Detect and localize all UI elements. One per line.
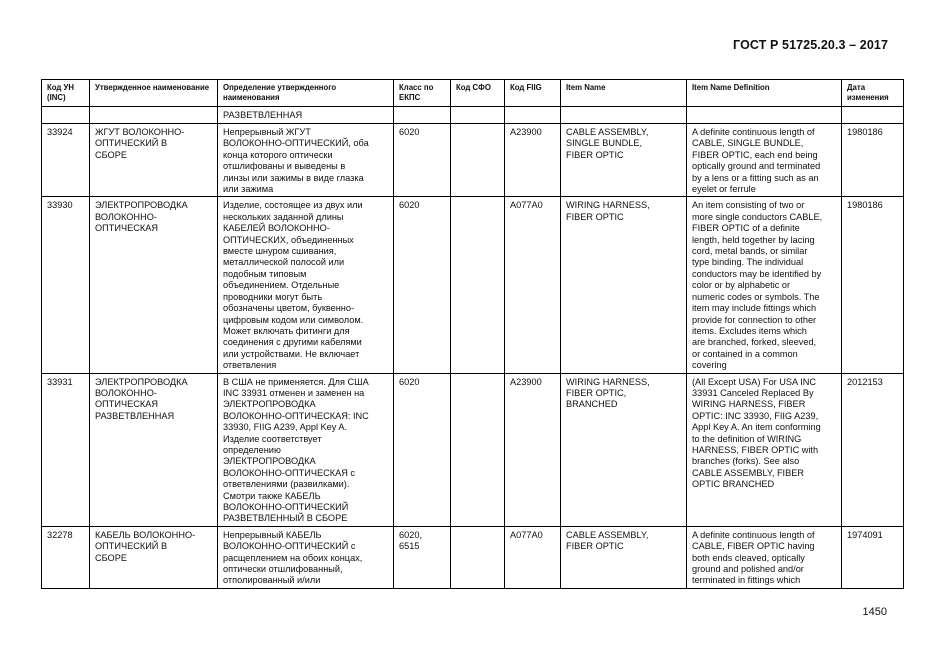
continuation-text: РАЗВЕТВЛЕННАЯ [218, 107, 394, 124]
cell-fiig-code: A23900 [505, 373, 561, 526]
cell-ekps-class: 6020 [394, 124, 451, 197]
col-header-fiig-code: Код FIIG [505, 80, 561, 107]
cell-inc: 32278 [42, 526, 90, 588]
cell-ekps-class: 6020 [394, 373, 451, 526]
cell-definition: Непрерывный ЖГУТ ВОЛОКОННО-ОПТИЧЕСКИЙ, оба конца которого оптически отшлифованы и выведены в линзы или зажимы в виде глазка или зажима [218, 124, 394, 197]
cell-item-name: CABLE ASSEMBLY, SINGLE BUNDLE, FIBER OPTIC [561, 124, 687, 197]
col-header-ekps-class: Класс по ЕКПС [394, 80, 451, 107]
table-header-row [42, 80, 904, 107]
table-row [42, 373, 904, 526]
col-header-approved-name: Утвержденное наименование [90, 80, 218, 107]
cell-item-name-definition: A definite continuous length of CABLE, SINGLE BUNDLE, FIBER OPTIC, each end being optically ground and terminated by a lens or a fitting such as an eyelet or ferrule [687, 124, 842, 197]
cell-item-name-definition: A definite continuous length of CABLE, FIBER OPTIC having both ends cleaved, optically ground and polished and/or terminated in fittings which [687, 526, 842, 588]
cell-definition: Изделие, состоящее из двух или нескольких заданной длины КАБЕЛЕЙ ВОЛОКОННО- ОПТИЧЕСКИХ, объединенных вместе шнуром сшивания, металлической полосой или подобным типовым объединением. Отдельные проводники могут быть обозначены цветом, буквенно- цифровым кодом или символом. Может включать фитинги для соединения с другими кабелями или устройствами. Не включает ответвления [218, 197, 394, 373]
table-row [42, 197, 904, 373]
cell-change-date: 1980186 [842, 124, 904, 197]
cell-ekps-class: 6020 [394, 197, 451, 373]
cell-definition: Непрерывный КАБЕЛЬ ВОЛОКОННО-ОПТИЧЕСКИЙ с расщеплением на обоих концах, оптически отшлифованный, отполированный и/или [218, 526, 394, 588]
specification-table [41, 79, 904, 589]
page-number: 1450 [862, 606, 887, 618]
cell-change-date: 1974091 [842, 526, 904, 588]
cell-fiig-code: A077A0 [505, 526, 561, 588]
col-header-item-name-definition: Item Name Definition [687, 80, 842, 107]
cell-approved-name: КАБЕЛЬ ВОЛОКОННО- ОПТИЧЕСКИЙ В СБОРЕ [90, 526, 218, 588]
col-header-change-date: Дата изменения [842, 80, 904, 107]
cell-sfo-code [451, 526, 505, 588]
cell-approved-name: ЭЛЕКТРОПРОВОДКА ВОЛОКОННО- ОПТИЧЕСКАЯ [90, 197, 218, 373]
cell-sfo-code [451, 373, 505, 526]
cell-item-name-definition: An item consisting of two or more single conductors CABLE, FIBER OPTIC of a definite length, held together by lacing cord, metal bands, or similar type binding. The individual conductors may be identified by color or by alphabetic or numeric codes or symbols. The item may include fittings which provide for connection to other items. Excludes items which are branched, forked, sleeved, or contained in a common covering [687, 197, 842, 373]
cell-item-name: CABLE ASSEMBLY, FIBER OPTIC [561, 526, 687, 588]
cell-approved-name: ЖГУТ ВОЛОКОННО- ОПТИЧЕСКИЙ В СБОРЕ [90, 124, 218, 197]
cell-sfo-code [451, 124, 505, 197]
cell-ekps-class: 6020, 6515 [394, 526, 451, 588]
cell-inc: 33924 [42, 124, 90, 197]
col-header-sfo-code: Код СФО [451, 80, 505, 107]
cell-item-name: WIRING HARNESS, FIBER OPTIC [561, 197, 687, 373]
cell-item-name-definition: (All Except USA) For USA INC 33931 Canceled Replaced By WIRING HARNESS, FIBER OPTIC: INC 33930, FIIG A239, Appl Key A. An item conforming to the definition of WIRING HARNESS, FIBER OPTIC with branches (forks). See also CABLE ASSEMBLY, FIBER OPTIC BRANCHED [687, 373, 842, 526]
table-row [42, 124, 904, 197]
cell-fiig-code: A077A0 [505, 197, 561, 373]
cell-inc: 33930 [42, 197, 90, 373]
col-header-item-name: Item Name [561, 80, 687, 107]
cell-approved-name: ЭЛЕКТРОПРОВОДКА ВОЛОКОННО- ОПТИЧЕСКАЯ РАЗВЕТВЛЕННАЯ [90, 373, 218, 526]
col-header-definition: Определение утвержденного наименования [218, 80, 394, 107]
document-standard-code: ГОСТ Р 51725.20.3 – 2017 [733, 38, 888, 52]
cell-change-date: 1980186 [842, 197, 904, 373]
cell-change-date: 2012153 [842, 373, 904, 526]
cell-item-name: WIRING HARNESS, FIBER OPTIC, BRANCHED [561, 373, 687, 526]
cell-fiig-code: A23900 [505, 124, 561, 197]
cell-sfo-code [451, 197, 505, 373]
table-row [42, 526, 904, 588]
cell-definition: В США не применяется. Для США INC 33931 отменен и заменен на ЭЛЕКТРОПРОВОДКА ВОЛОКОННО-ОПТИЧЕСКАЯ: INC 33930, FIIG A239, Appl Key A. Изделие соответствует определению ЭЛЕКТРОПРОВОДКА ВОЛОКОННО-ОПТИЧЕСКАЯ с ответвлениями (развилками). Смотри также КАБЕЛЬ ВОЛОКОННО-ОПТИЧЕСКИЙ РАЗВЕТВЛЕННЫЙ В СБОРЕ [218, 373, 394, 526]
col-header-inc: Код УН (INC) [42, 80, 90, 107]
cell-inc: 33931 [42, 373, 90, 526]
table-continuation-row [42, 107, 904, 124]
